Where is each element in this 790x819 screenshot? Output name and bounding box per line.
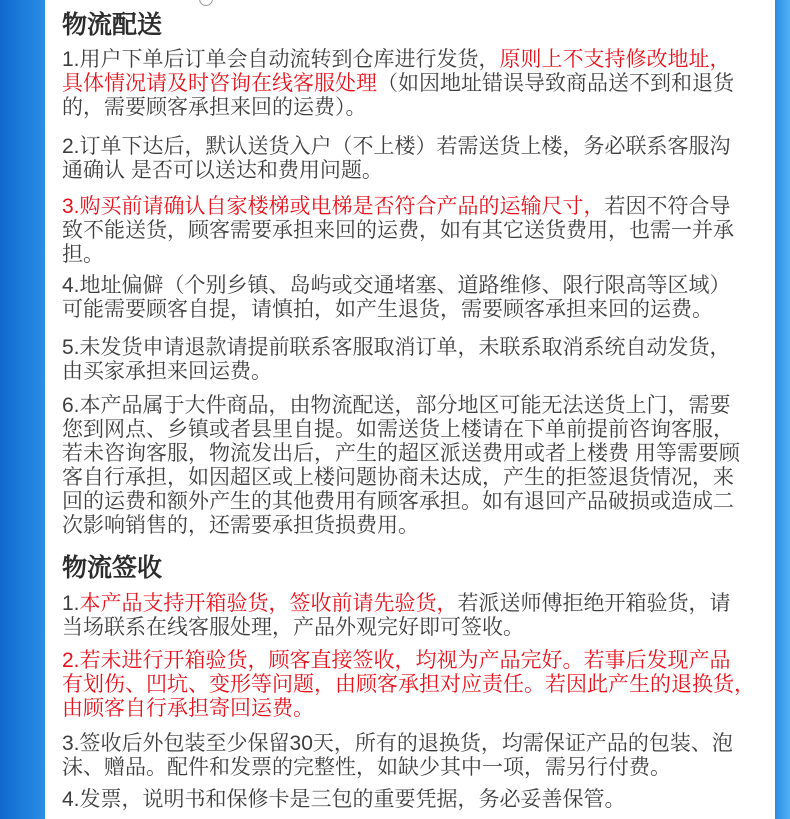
highlight-text-segment: 有划伤、凹坑、变形等问题，由顾客承担对应责任。若因此产生的退换货， xyxy=(62,673,755,696)
text-line xyxy=(62,219,775,243)
text-segment: 4.地址偏僻（个别乡镇、岛屿或交通堵塞、道路维修、限行限高等区域） xyxy=(62,274,731,297)
highlight-text-segment: 具体情况请及时咨询在线客服处理 xyxy=(62,72,377,95)
text-segment: 由买家承担来回运费。 xyxy=(62,360,272,383)
text-line xyxy=(62,72,775,96)
receipt-item-1 xyxy=(62,592,775,640)
text-segment: 客自行承担，如因超区或上楼问题协商未达成，产生的拒签退货情况，来 xyxy=(62,466,734,489)
text-line xyxy=(62,274,775,298)
text-segment: 1. xyxy=(62,592,80,615)
text-line xyxy=(62,195,775,219)
delivery-item-4 xyxy=(62,274,775,322)
text-segment: 5.未发货申请退款请提前联系客服取消订单，未联系取消系统自动发货， xyxy=(62,336,731,359)
delivery-item-2 xyxy=(62,135,775,183)
receipt-item-2 xyxy=(62,649,775,721)
receipt-item-3 xyxy=(62,732,775,780)
receipt-item-4 xyxy=(62,788,775,812)
text-line xyxy=(62,514,775,538)
text-segment: 3.签收后外包装至少保留30天，所有的退换货，均需保证产品的包装、泡 xyxy=(62,732,733,755)
delivery-item-5 xyxy=(62,336,775,384)
text-line xyxy=(62,394,775,418)
text-line xyxy=(62,336,775,360)
text-segment: 您到网点、乡镇或者县里自提。如需送货上楼请在下单前提前咨询客服， xyxy=(62,418,734,441)
delivery-item-3 xyxy=(62,195,775,267)
text-segment: 沫、赠品。配件和发票的完整性，如缺少其中一项，需另行付费。 xyxy=(62,756,671,779)
delivery-item-1 xyxy=(62,48,775,120)
delivery-section xyxy=(62,10,775,538)
text-line xyxy=(62,697,775,721)
highlight-text-segment: 由顾客自行承担寄回运费。 xyxy=(62,697,314,720)
text-line xyxy=(62,756,775,780)
text-line xyxy=(62,243,775,267)
text-segment: 的，需要顾客承担来回的运费）。 xyxy=(62,96,367,119)
delivery-item-6 xyxy=(62,394,775,538)
highlight-text-segment: 原则上不支持修改地址， xyxy=(499,48,731,71)
text-line xyxy=(62,360,775,384)
text-line xyxy=(62,48,775,72)
text-line xyxy=(62,616,775,640)
text-line xyxy=(62,673,775,697)
text-line xyxy=(62,466,775,490)
text-segment: 通确认 是否可以送达和费用问题。 xyxy=(62,159,383,182)
info-card xyxy=(45,0,775,819)
text-segment: 若因不符合导 xyxy=(604,195,731,218)
text-line xyxy=(62,788,775,812)
text-line xyxy=(62,592,775,616)
text-line xyxy=(62,732,775,756)
text-segment: 4.发票，说明书和保修卡是三包的重要凭据，务必妥善保管。 xyxy=(62,788,626,811)
text-line xyxy=(62,649,775,673)
text-segment: 可能需要顾客自提，请慎拍，如产生退货，需要顾客承担来回的运费。 xyxy=(62,298,713,321)
text-line xyxy=(62,418,775,442)
text-segment: 6.本产品属于大件商品，由物流配送，部分地区可能无法送货上门，需要 xyxy=(62,394,731,417)
text-segment: 回的运费和额外产生的其他费用有顾客承担。如有退回产品破损或造成二 xyxy=(62,490,734,513)
text-segment: 当场联系在线客服处理，产品外观完好即可签收。 xyxy=(62,616,524,639)
text-segment: 2.订单下达后，默认送货入户（不上楼）若需送货上楼，务必联系客服沟 xyxy=(62,135,731,158)
text-segment: 若派送师傅拒绝开箱验货，请 xyxy=(457,592,731,615)
text-line xyxy=(62,298,775,322)
text-line xyxy=(62,159,775,183)
text-line xyxy=(62,442,775,466)
text-segment: （如因地址错误导致商品送不到和退货 xyxy=(377,72,734,95)
section-title-delivery: 物流配送 xyxy=(62,11,163,39)
text-segment: 若未咨询客服，物流发出后，产生的超区派送费用或者上楼费 用等需要顾 xyxy=(62,442,740,465)
section-title-receipt: 物流签收 xyxy=(62,554,163,582)
text-segment: 次影响销售的，还需要承担货损费用。 xyxy=(62,514,419,537)
highlight-text-segment: 3.购买前请确认自家楼梯或电梯是否符合产品的运输尺寸， xyxy=(62,195,605,218)
text-line xyxy=(62,490,775,514)
text-line xyxy=(62,135,775,159)
highlight-text-segment: 本产品支持开箱验货，签收前请先验货， xyxy=(79,592,458,615)
highlight-text-segment: 2.若未进行开箱验货，顾客直接签收，均视为产品完好。若事后发现产品 xyxy=(62,649,731,672)
text-segment: 致不能送货，顾客需要承担来回的运费，如有其它送货费用，也需一并承 xyxy=(62,219,734,242)
receipt-section xyxy=(62,553,775,812)
text-segment: 1.用户下单后订单会自动流转到仓库进行发货， xyxy=(62,48,500,71)
text-line xyxy=(62,96,775,120)
text-segment: 担。 xyxy=(62,243,104,266)
